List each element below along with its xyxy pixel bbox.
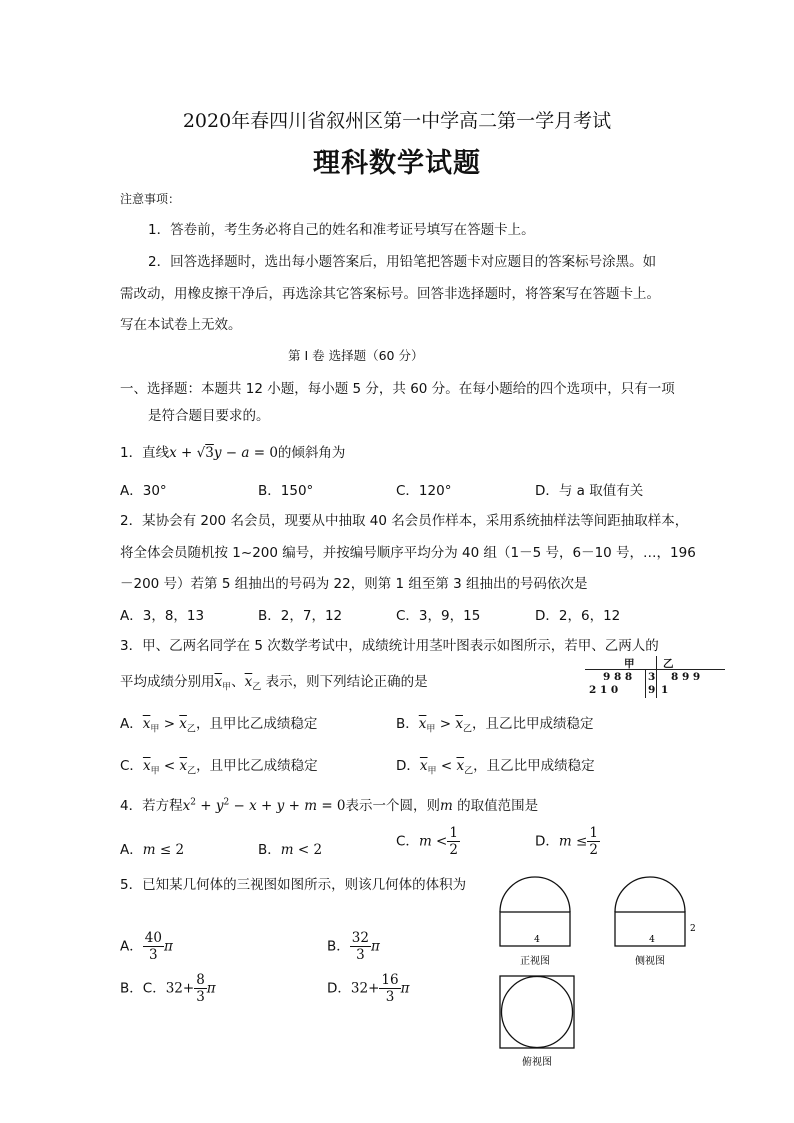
exam-title: 2020年春四川省叙州区第一中学高二第一学月考试 [182, 110, 612, 132]
sub-yi: 乙 [252, 682, 262, 693]
front-width-label: 4 [534, 935, 540, 945]
notice-item-1: 1．答卷前，考生务必将自己的姓名和准考证号填写在答题卡上。 [148, 222, 535, 238]
q3-b-sub-yi: 乙 [462, 724, 472, 735]
q4-var-m: m [440, 798, 453, 814]
q3-option-d: D．$\overline{x}_甲 < \overline{x}_乙$，且乙比甲成绩稳定 [396, 758, 595, 777]
sub-jia: 甲 [222, 682, 232, 693]
q1-prefix: 1．直线 [120, 445, 170, 461]
q4-option-b: B．m < 2 [258, 842, 323, 858]
q3-option-d-label: D． [396, 758, 420, 774]
q2-line3: －200 号）若第 5 组抽出的号码为 22，则第 1 组至第 3 组抽出的号码依次是 [120, 576, 588, 592]
front-view-label: 正视图 [520, 956, 550, 967]
q4-option-a-label: A． [120, 842, 143, 858]
q4-option-c: C．m < $\frac{1}{2}$ [396, 825, 458, 858]
q5-option-c: B．C．32+ $\frac{8}{3}$ π [120, 972, 216, 1005]
q3-option-c: C．$\overline{x}_甲 < \overline{x}_乙$，且甲比乙成绩稳定 [120, 758, 318, 777]
q3-option-c-label: C． [120, 758, 143, 774]
q3-c-sub-jia: 甲 [150, 766, 160, 777]
xbar-jia: $\overline{x}$ [214, 674, 223, 690]
side-height-label: 2 [690, 924, 696, 934]
q2-line1: 2．某协会有 200 名会员，现要从中抽取 40 名会员作样本，采用系统抽样法等间距抽取样本， [120, 513, 689, 529]
q2-option-c: C．3，9，15 [396, 608, 481, 624]
three-view-figure [490, 870, 705, 1070]
q3-option-c-text: ，且甲比乙成绩稳定 [196, 758, 318, 774]
q5-option-b: B． $\frac{32}{3}$ π [327, 930, 380, 963]
q3-line1: 3．甲、乙两名同学在 5 次数学考试中，成绩统计用茎叶图表示如图所示，若甲、乙两人的 [120, 638, 659, 654]
q3-line2-b: 、 [231, 674, 245, 690]
q3-option-d-text: ，且乙比甲成绩稳定 [473, 758, 595, 774]
top-view-label: 俯视图 [522, 1057, 552, 1068]
notice-item-2-end: 写在本试卷上无效。 [120, 317, 242, 333]
exam-subtitle: 理科数学试题 [313, 148, 481, 179]
q3-option-b-text: ，且乙比甲成绩稳定 [471, 716, 594, 732]
section-intro-line2: 是符合题目要求的。 [148, 408, 270, 424]
q5-option-c-label: B．C． [120, 980, 166, 997]
q1-equation: x + √3y − a = 0 [169, 445, 278, 461]
q1-option-c: C．120° [396, 483, 452, 499]
stemleaf-hline [585, 669, 725, 670]
q3-a-sub-yi: 乙 [186, 724, 196, 735]
q3-a-sub-jia: 甲 [150, 724, 160, 735]
q2-option-d: D．2，6，12 [535, 608, 621, 624]
q3-option-a: A．$\overline{x}_甲 > \overline{x}_乙$，且甲比乙成绩稳定 [120, 716, 318, 735]
stemleaf-row1-right: 8 9 9 [671, 671, 701, 683]
stemleaf-row1-stem: 3 [648, 671, 656, 683]
q3-c-sub-yi: 乙 [187, 766, 197, 777]
q3-line2-c: 表示，则下列结论正确的是 [261, 674, 428, 690]
q3-line2-a: 平均成绩分别用 [120, 674, 215, 690]
section-intro-line1: 一、选择题：本题共 12 小题，每小题 5 分，共 60 分。在每小题给的四个选项中，只有一项 [120, 381, 675, 397]
notice-item-2: 2．回答选择题时，选出每小题答案后，用铅笔把答题卡对应题目的答案标号涂黑。如 [148, 254, 657, 270]
stemleaf-row2-right: 1 [661, 684, 669, 696]
q3-line2 [120, 670, 428, 693]
q2-option-a: A．3，8，13 [120, 608, 205, 624]
stemleaf-vline-left [645, 669, 646, 698]
stemleaf-header-right: 乙 [663, 658, 674, 670]
q3-option-a-text: ，且甲比乙成绩稳定 [195, 716, 318, 732]
q5-option-d: D．32+ $\frac{16}{3}$ π [327, 972, 410, 1005]
q5-option-a-label: A． [120, 938, 143, 955]
q3-d-sub-yi: 乙 [464, 766, 474, 777]
q5-option-b-label: B． [327, 938, 350, 955]
question-4 [120, 794, 538, 814]
stemleaf-row2-left: 2 1 0 [589, 684, 619, 696]
q4-prefix: 4．若方程 [120, 798, 183, 814]
side-view [615, 877, 696, 946]
q1-suffix: 的倾斜角为 [277, 445, 346, 461]
stemleaf-vline-right [656, 656, 657, 698]
q4-option-b-label: B． [258, 842, 281, 858]
xbar-yi: $\overline{x}$ [244, 674, 253, 690]
q5-option-a: A． $\frac{40}{3}$ π [120, 930, 173, 963]
q4-suffix2: 的取值范围是 [452, 798, 539, 814]
q3-b-rel: > [439, 716, 452, 732]
q3-d-sub-jia: 甲 [427, 766, 437, 777]
front-view [500, 877, 570, 946]
question-1 [120, 441, 345, 461]
top-view [500, 976, 574, 1048]
q4-suffix1: 表示一个圆，则 [345, 798, 441, 814]
stemleaf-row1-left: 9 8 8 [603, 671, 633, 683]
q4-option-a: A．m ≤ 2 [120, 842, 185, 858]
notice-item-2-cont: 需改动，用橡皮擦干净后，再选涂其它答案标号。回答非选择题时，将答案写在答题卡上。 [120, 286, 660, 302]
q3-option-a-label: A． [120, 716, 143, 732]
side-width-label: 4 [649, 935, 655, 945]
q1-option-d: D．与 a 取值有关 [535, 483, 644, 499]
notice-heading: 注意事项： [120, 192, 181, 206]
q4-option-d-label: D． [535, 833, 559, 850]
stem-leaf-plot [585, 656, 725, 698]
q2-option-b: B．2，7，12 [258, 608, 343, 624]
q3-option-b: B．$\overline{x}_甲 > \overline{x}_乙$，且乙比甲成绩稳定 [396, 716, 594, 735]
q4-option-c-label: C． [396, 833, 419, 850]
stemleaf-row2-stem: 9 [648, 684, 656, 696]
q4-equation: $x^2 + y^2 - x + y + m = 0$ [182, 797, 346, 814]
q3-b-sub-jia: 甲 [426, 724, 436, 735]
part1-heading: 第 I 卷 选择题（60 分） [288, 348, 424, 363]
q4-option-d: D．m ≤ $\frac{1}{2}$ [535, 825, 598, 858]
q3-option-b-label: B． [396, 716, 419, 732]
stemleaf-header-left: 甲 [624, 658, 635, 670]
q3-d-rel: < [440, 758, 453, 774]
q3-a-rel: > [163, 716, 175, 732]
q5-text: 5．已知某几何体的三视图如图所示，则该几何体的体积为 [120, 877, 467, 893]
q1-option-b: B．150° [258, 483, 314, 499]
q1-option-a: A．30° [120, 483, 167, 499]
q3-c-rel: < [163, 758, 176, 774]
q5-option-d-label: D． [327, 980, 351, 997]
q2-line2: 将全体会员随机按 1~200 编号，并按编号顺序平均分为 40 组（1－5 号，6－10 号，…，196 [120, 545, 696, 561]
side-view-label: 侧视图 [635, 956, 665, 967]
